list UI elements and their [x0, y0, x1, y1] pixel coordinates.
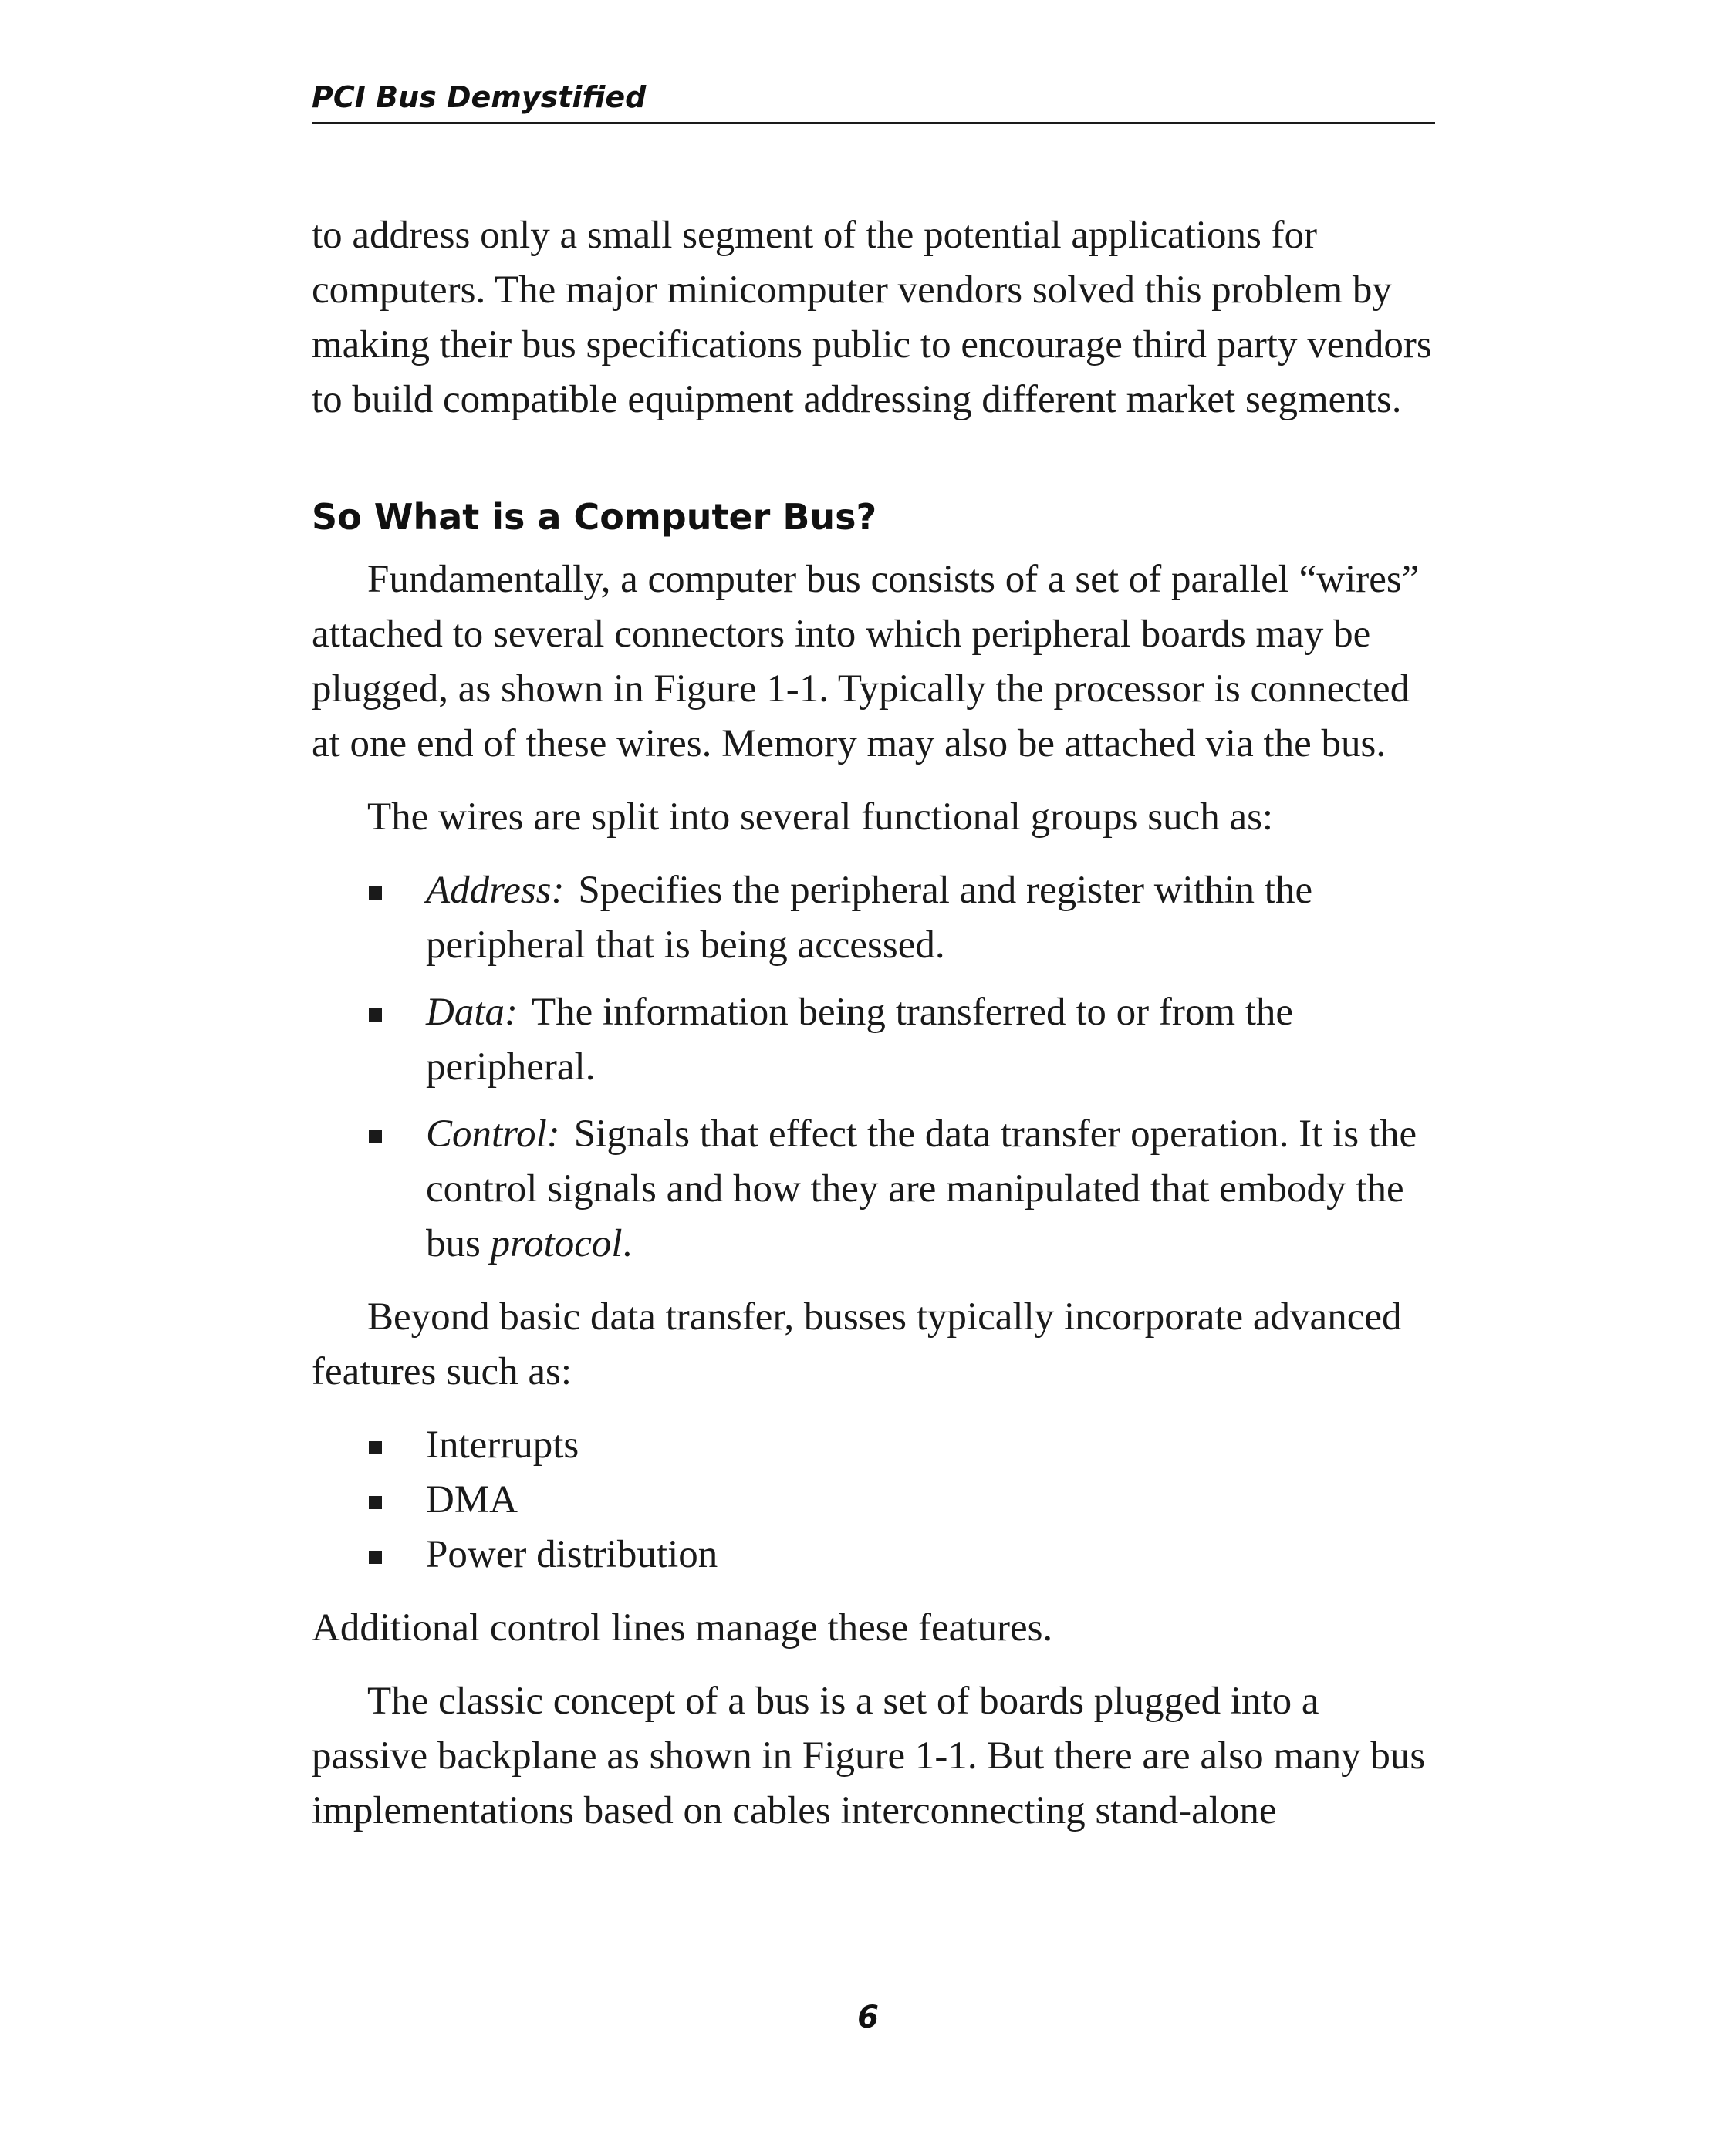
term-data: Data:: [426, 991, 518, 1034]
feature-label: Power distribution: [426, 1533, 718, 1576]
address-description: Specifies the peripheral and register within the peripheral that is being accessed.: [426, 869, 1313, 967]
paragraph-bus-definition: Fundamentally, a computer bus consists of a set of parallel “wires” attached to several connectors into which peripheral boards may be plugged, as shown in Figure 1-1. Typically the processor is connected at one end of these wires. Memory may also be attached via the bus.: [312, 558, 1420, 765]
square-bullet-icon: [369, 1551, 382, 1564]
page-number: 6: [857, 2000, 879, 2035]
term-address: Address:: [426, 869, 565, 912]
square-bullet-icon: [369, 1008, 382, 1022]
running-head: PCI Bus Demystified: [312, 77, 1435, 124]
list-item-dma: [312, 1473, 1435, 1528]
advanced-features-list: [312, 1418, 1435, 1582]
list-item-data: [312, 985, 1435, 1095]
opening-paragraph: to address only a small segment of the potential applications for computers. The major minicomputer vendors solved this problem by making their bus specifications public to encourage third party vendors to build compatible equipment addressing different market segments.: [312, 214, 1432, 421]
section-heading: So What is a Computer Bus?: [312, 496, 877, 538]
data-description: The information being transferred to or from the peripheral.: [426, 991, 1294, 1089]
paragraph-functional-groups: The wires are split into several functional groups such as:: [367, 795, 1274, 839]
list-item-power-distribution: [312, 1528, 1435, 1582]
list-item-address: [312, 863, 1435, 973]
square-bullet-icon: [369, 1441, 382, 1454]
functional-groups-list: [312, 863, 1435, 1271]
term-control: Control:: [426, 1113, 560, 1156]
list-item-interrupts: [312, 1418, 1435, 1473]
feature-label: DMA: [426, 1478, 518, 1521]
feature-label: Interrupts: [426, 1423, 579, 1467]
paragraph-advanced-features: Beyond basic data transfer, busses typically incorporate advanced features such as:: [312, 1295, 1402, 1393]
square-bullet-icon: [369, 1496, 382, 1509]
list-item-control: [312, 1107, 1435, 1271]
control-description-tail: .: [622, 1222, 633, 1265]
control-description: Signals that effect the data transfer operation. It is the control signals and how they are manipulated that embody the bus: [426, 1113, 1417, 1265]
square-bullet-icon: [369, 886, 382, 900]
protocol-emphasis: protocol: [490, 1222, 623, 1265]
paragraph-classic-concept: The classic concept of a bus is a set of boards plugged into a passive backplane as shown in Figure 1-1. But there are also many bus implementations based on cables interconnecting stand-alone: [312, 1680, 1426, 1832]
square-bullet-icon: [369, 1130, 382, 1143]
page-body: [312, 208, 1435, 1839]
paragraph-control-lines: Additional control lines manage these features.: [312, 1606, 1053, 1650]
